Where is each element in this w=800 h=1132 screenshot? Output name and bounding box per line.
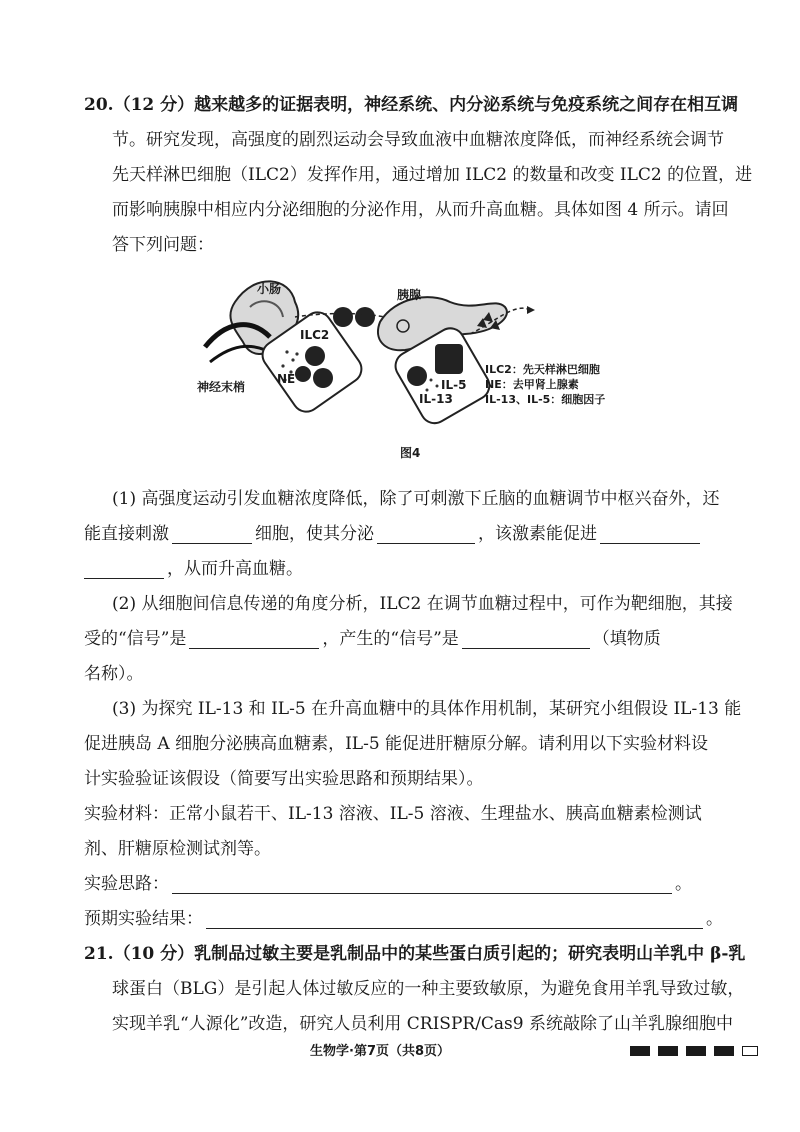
sub2-text-b: ，产生的“信号”是 xyxy=(322,629,459,649)
label-ilc2: ILC2 xyxy=(300,328,330,342)
answer-blank[interactable] xyxy=(172,525,252,544)
scan-mark-empty xyxy=(742,1046,758,1056)
label-small-intestine: 小肠 xyxy=(257,282,282,296)
q20-line-2: 节。研究发现，高强度的剧烈运动会导致血液中血糖浓度降低，而神经系统会调节 xyxy=(112,130,724,150)
q20-line-4: 而影响胰腺中相应内分泌细胞的分泌作用，从而升高血糖。具体如图 4 所示。请回 xyxy=(112,200,729,220)
label-ne: NE xyxy=(277,372,296,386)
q20-sub3 xyxy=(84,692,744,937)
sub2-line-3: 名称）。 xyxy=(84,664,144,684)
sub1-line-2 xyxy=(84,517,744,552)
sub3-line-3: 计实验验证该假设（简要写出实验思路和预期结果）。 xyxy=(84,769,484,789)
sub2-line-1: (2) 从细胞间信息传递的角度分析，ILC2 在调节血糖过程中，可作为靶细胞，其接 xyxy=(112,594,733,614)
expected-result-blank[interactable] xyxy=(206,910,703,929)
sub1-line-3 xyxy=(84,552,744,587)
scan-mark xyxy=(686,1046,706,1056)
sub1-text-d: ，从而升高血糖。 xyxy=(167,559,303,579)
q21-line-1: 21.（10 分）乳制品过敏主要是乳制品中的某些蛋白质引起的；研究表明山羊乳中 β-乳 xyxy=(84,944,746,964)
scan-mark xyxy=(658,1046,678,1056)
scan-mark xyxy=(630,1046,650,1056)
sub3-idea-line xyxy=(84,867,744,902)
sub1-line-1: (1) 高强度运动引发血糖浓度降低，除了可刺激下丘脑的血糖调节中枢兴奋外，还 xyxy=(112,489,720,509)
page-footer: 生物学·第7页（共8页） xyxy=(310,1044,451,1059)
q20-sub2 xyxy=(84,587,744,692)
sub1-text-b: 细胞，使其分泌 xyxy=(255,524,374,544)
answer-blank[interactable] xyxy=(377,525,475,544)
result-label: 预期实验结果： xyxy=(84,909,203,929)
sub2-text-c: （填物质 xyxy=(592,629,661,649)
answer-blank[interactable] xyxy=(189,630,319,649)
scan-mark xyxy=(714,1046,734,1056)
label-il5: IL-5 xyxy=(441,378,467,392)
figure-caption: 图4 xyxy=(400,446,421,460)
legend-item: NE：去甲肾上腺素 xyxy=(485,378,579,391)
q20-line-5: 答下列问题： xyxy=(112,235,214,255)
sub2-line-2 xyxy=(84,622,744,657)
answer-blank[interactable] xyxy=(600,525,700,544)
sub1-text-a: 能直接刺激 xyxy=(84,524,169,544)
figure-legend xyxy=(485,362,605,407)
sub2-text-a: 受的“信号”是 xyxy=(84,629,187,649)
q20-intro xyxy=(84,88,753,263)
q21 xyxy=(84,937,744,1042)
q20-line-1: 20.（12 分）越来越多的证据表明，神经系统、内分泌系统与免疫系统之间存在相互调 xyxy=(84,95,739,115)
answer-blank[interactable] xyxy=(84,560,164,579)
legend-item: ILC2：先天样淋巴细胞 xyxy=(485,363,600,376)
sub1-text-c: ，该激素能促进 xyxy=(478,524,597,544)
label-il13: IL-13 xyxy=(419,392,453,406)
sub3-materials-2: 剂、肝糖原检测试剂等。 xyxy=(84,839,271,859)
legend-item: IL-13、IL-5：细胞因子 xyxy=(485,393,606,406)
sub3-result-line xyxy=(84,902,744,937)
idea-label: 实验思路： xyxy=(84,874,169,894)
q20-line-3: 先天样淋巴细胞（ILC2）发挥作用，通过增加 ILC2 的数量和改变 ILC2 的位置，进 xyxy=(112,165,753,185)
sub3-line-2: 促进胰岛 A 细胞分泌胰高血糖素，IL-5 能促进肝糖原分解。请利用以下实验材料设 xyxy=(84,734,709,754)
q21-line-2: 球蛋白（BLG）是引起人体过敏反应的一种主要致敏原，为避免食用羊乳导致过敏， xyxy=(112,979,745,999)
sub3-line-1: (3) 为探究 IL-13 和 IL-5 在升高血糖中的具体作用机制，某研究小组假设 IL-13 能 xyxy=(112,699,742,719)
end-mark: 。 xyxy=(706,909,723,929)
q21-line-3: 实现羊乳“人源化”改造，研究人员利用 CRISPR/Cas9 系统敲除了山羊乳腺细胞中 xyxy=(112,1014,734,1034)
scan-marks xyxy=(630,1046,758,1056)
answer-blank[interactable] xyxy=(462,630,590,649)
q20-sub1 xyxy=(84,482,744,587)
end-mark: 。 xyxy=(675,874,692,894)
experiment-idea-blank[interactable] xyxy=(172,875,672,894)
label-nerve-ending: 神经末梢 xyxy=(197,380,246,394)
label-pancreas: 胰腺 xyxy=(397,288,422,302)
sub3-materials-1: 实验材料：正常小鼠若干、IL-13 溶液、IL-5 溶液、生理盐水、胰高血糖素检测试 xyxy=(84,804,702,824)
